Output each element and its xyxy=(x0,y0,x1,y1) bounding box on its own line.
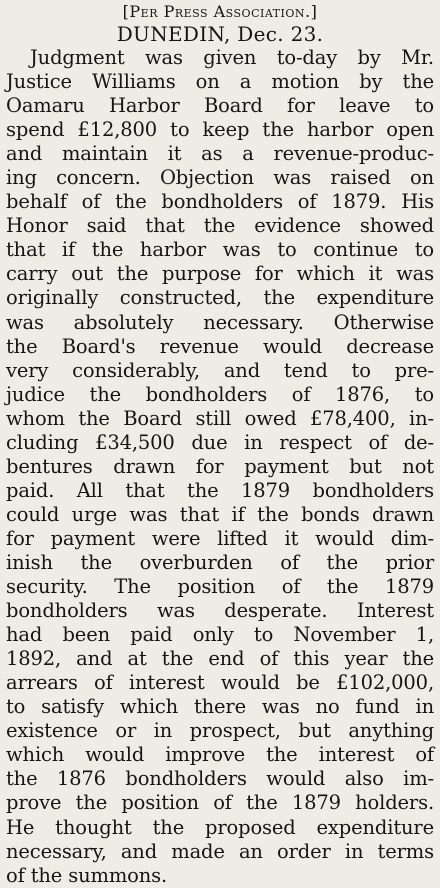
article-line: whom the Board still owed £78,400, in- xyxy=(6,406,434,430)
article-line: Honor said that the evidence showed xyxy=(6,214,434,238)
article-line: had been paid only to November 1, xyxy=(6,623,434,647)
article-line: the 1876 bondholders would also im- xyxy=(6,767,434,791)
article-line: originally constructed, the expenditure xyxy=(6,286,434,310)
article-line: for payment were lifted it would dim- xyxy=(6,526,434,550)
article-line: Judgment was given to-day by Mr. xyxy=(30,46,434,69)
article-line: judice the bondholders of 1876, to xyxy=(6,382,434,406)
article-line: prove the position of the 1879 holders. xyxy=(6,791,434,815)
article-line: paid. All that the 1879 bondholders xyxy=(6,478,434,502)
article-line: could urge was that if the bonds drawn xyxy=(6,502,434,526)
article-line: behalf of the bondholders of 1879. His xyxy=(6,190,434,214)
article-line: that if the harbor was to continue to xyxy=(6,238,434,262)
article-line: to satisfy which there was no fund in xyxy=(6,695,434,719)
article-line: 1892, and at the end of this year the xyxy=(6,647,434,671)
article-body xyxy=(6,46,434,888)
article-line: and maintain it as a revenue-produc- xyxy=(6,142,434,166)
article-line: existence or in prospect, but anything xyxy=(6,719,434,743)
article-line: spend £12,800 to keep the harbor open xyxy=(6,118,434,142)
article-line: arrears of interest would be £102,000, xyxy=(6,671,434,695)
article-line: the Board's revenue would decrease xyxy=(6,334,434,358)
article-line: necessary, and made an order in terms xyxy=(6,839,434,863)
article-line: He thought the proposed expenditure xyxy=(6,815,434,839)
article-line: inish the overburden of the prior xyxy=(6,550,434,574)
article-line: security. The position of the 1879 xyxy=(6,575,434,599)
article-line: carry out the purpose for which it was xyxy=(6,262,434,286)
article-line: ing concern. Objection was raised on xyxy=(6,166,434,190)
article-line: cluding £34,500 due in respect of de- xyxy=(6,430,434,454)
press-credit: [Per Press Association.] xyxy=(122,2,318,21)
article-line: very considerably, and tend to pre- xyxy=(6,358,434,382)
dateline: DUNEDIN, Dec. 23. xyxy=(116,22,324,46)
article-line: was absolutely necessary. Otherwise xyxy=(6,310,434,334)
article-line: bondholders was desperate. Interest xyxy=(6,599,434,623)
article-line: Oamaru Harbor Board for leave to xyxy=(6,94,434,118)
article-line: Justice Williams on a motion by the xyxy=(6,70,434,94)
article-line: of the summons. xyxy=(6,863,168,887)
article-line: bentures drawn for payment but not xyxy=(6,454,434,478)
article-line: which would improve the interest of xyxy=(6,743,434,767)
